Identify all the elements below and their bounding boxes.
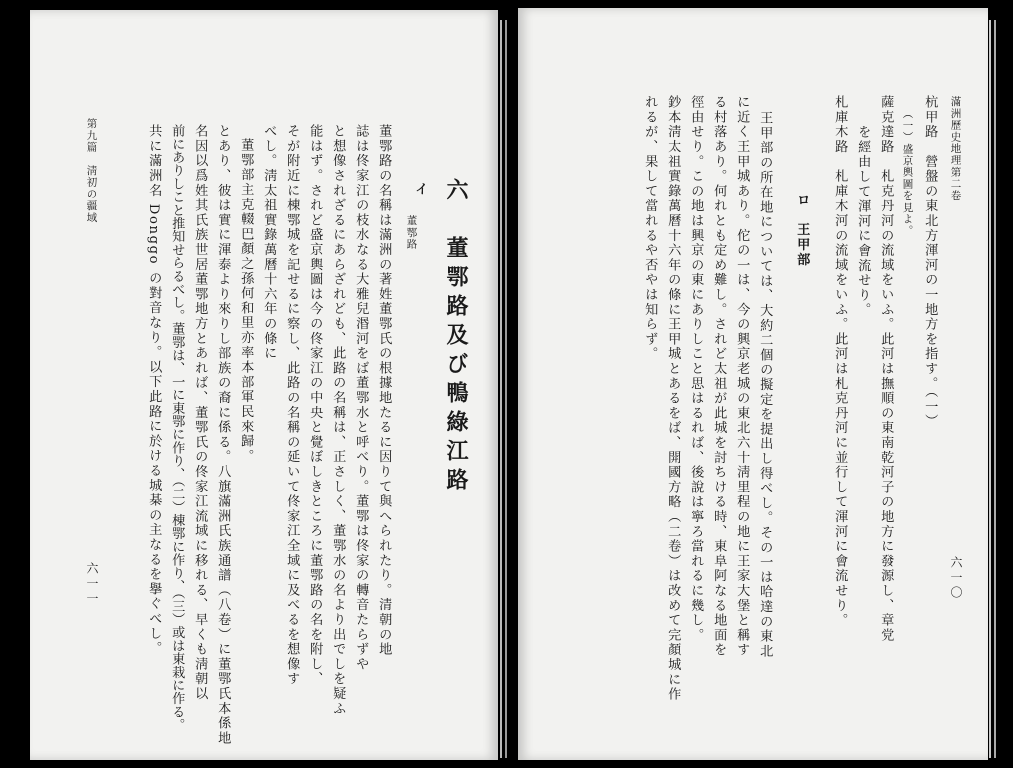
paragraph-line: 杭甲路 營盤の東北方渾河の一地方を指す。（一）: [922, 95, 938, 429]
right-page: [518, 8, 988, 760]
paragraph-line: と想像されざるにあらざれども、此路の名稱は、正さしく、董鄂水の名より出でしを疑ふ: [330, 124, 346, 716]
running-header: 滿洲歷史地理第二卷: [949, 96, 962, 202]
paragraph-line: 王甲部の所在地については、大約二個の擬定を提出し得べし。その一は哈達の東北: [757, 111, 773, 659]
paragraph-line: 能はず。されど盛京輿圖は今の佟家江の中央と覺ぼしきところに董鄂路の名を附し、: [307, 124, 323, 687]
paragraph-line: 前にありしこと推知せらるべし。董鄂は、一に東鄂に作り、（二）棟鄂に作り、（三）或は東栽に作る。: [169, 124, 185, 732]
section-title: 董鄂路: [405, 215, 418, 251]
chapter-heading: 六 董鄂路及び鴨綠江路: [443, 178, 469, 497]
paragraph-line: る村落あり。何れとも定め難し。されど太祖が此城を討ちける時、東阜阿なる地面を: [711, 95, 727, 658]
left-page: [30, 10, 498, 760]
section-heading: ロ 王甲部: [794, 193, 810, 267]
paragraph-line: 名因以爲姓其氏族世居董鄂地方とあれば、董鄂氏の佟家江流域に移れる、早くも淸朝以: [192, 124, 208, 702]
footer-title: 第九篇 淸初の疆域: [85, 118, 98, 224]
paragraph-line: れるが、果して當れるや否やは知らず。: [642, 95, 658, 362]
section-mark: イ: [412, 182, 428, 197]
footnote-line: （一）盛京輿圖を見よ。: [901, 108, 914, 237]
paragraph-line: そが附近に棟鄂城を記せるに察し、此路の名稱の延いて佟家江全域に及べるを想像す: [284, 124, 300, 687]
paragraph-line: 薩克達路 札克丹河の流域をいふ。此河は撫順の東南乾河子の地方に發源し、章党: [878, 95, 894, 643]
paragraph-line: 札庫木路 札庫木河の流域をいふ。此河は札克丹河に並行して渾河に會流せり。: [832, 95, 848, 628]
page-edge: [505, 20, 507, 758]
paragraph-line: とあり、彼は實に渾泰より來りし部族の裔に係る。八旗滿洲氏族通譜（八卷）に董鄂氏本係地: [215, 124, 231, 746]
page-edge: [989, 20, 991, 758]
paragraph-line: 共に滿洲名 Donggo の對音なり。以下此路に於ける城棊の主なるを擧ぐべし。: [146, 124, 162, 656]
page-edge: [994, 20, 996, 758]
page-edge: [500, 20, 502, 758]
page-number: 六一一: [85, 562, 99, 607]
paragraph-line: を經由して渾河に會流せり。: [855, 125, 871, 318]
paragraph-line: 誌は佟家江の枝水なる大雅兒湣河をば董鄂水と呼べり。董鄂は佟家の轉音たらずや: [353, 124, 369, 672]
paragraph-line: 徑由せり。この地は興京の東にありしこと思はるれば、後說は寧ろ當れるに幾し。: [688, 95, 704, 643]
paragraph-line: 董鄂路の名稱は滿洲の著姓董鄂氏の根據地たるに因りて與へられたり。清朝の地: [376, 124, 392, 657]
paragraph-line: に近く王甲城あり。佗の一は、今の興京老城の東北六十淸里程の地に王家大堡と稱す: [734, 95, 750, 658]
paragraph-line: 鈔本淸太祖實錄萬曆十六年の條に王甲城とあるをば、開國方略（二卷）は改めて完顏城に作: [665, 95, 681, 702]
quotation-line: 董鄂部主克輟巴顏之孫何和里亦率本部軍民來歸。: [238, 138, 254, 464]
page-number: 六一〇: [949, 556, 963, 601]
paragraph-line: べし。淸太祖實錄萬曆十六年の條に: [261, 124, 277, 361]
